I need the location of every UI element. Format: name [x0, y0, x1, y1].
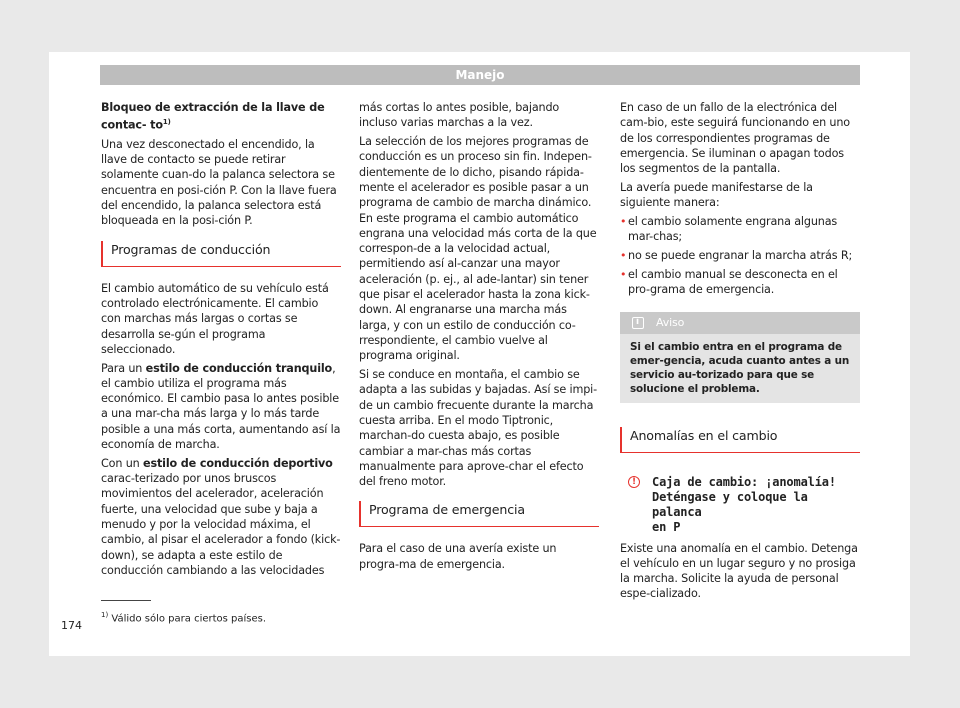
section-title-key-lock: Bloqueo de extracción de la llave de contac- $to^{1)}$ [101, 101, 325, 133]
programs-paragraph-4: más cortas lo antes posible, bajando incluso varias marchas a la vez. [359, 101, 560, 130]
programs-paragraph-5: La selección de los mejores programas de conducción es un proceso sin fin. Indepen-dientemente de lo dicho, pisando rápida-mente el acelerador es posible pasar a un programa de cambio de marcha dinámico. En este programa el cambio automático engrana una velocidad más corta de la que correspon-de a la velocidad actual, permitiendo así al-canzar una mayor aceleración (p. ej., al ade-lantar) sin tener que pisar el acelerador hasta la zona kick-down. Al engranarse una marcha más larga, y con un estilo de conducción co-rrespondiente, el cambio vuelve al programa original. [359, 135, 597, 363]
column-3 [620, 100, 860, 605]
bullet-icon: • [620, 215, 627, 229]
heading-emergency-program: Programa de emergencia [359, 501, 599, 527]
warning-circle-icon: ! [628, 476, 640, 488]
list-item: • el cambio manual se desconecta en el pro-grama de emergencia. [620, 267, 838, 297]
emergency-paragraph-2: En caso de un fallo de la electrónica del cam-bio, este seguirá funcionando en uno de los correspondientes programas de emergencia. Se iluminan o apagan todos los segmentos de la pantalla. [620, 101, 850, 176]
anomalies-paragraph: Existe una anomalía en el cambio. Detenga el vehículo en un lugar seguro y no prosiga la marcha. Solicite la ayuda de personal espe-cializado. [620, 541, 858, 601]
warning-message: ! Caja de cambio: ¡anomalía! Deténgase y coloque la palanca en P [620, 475, 860, 535]
notice-box [620, 312, 860, 403]
page-header-title: Manejo [455, 68, 505, 82]
list-item: • no se puede engranar la marcha atrás R; [620, 249, 853, 263]
column-1 [101, 100, 341, 582]
programs-paragraph-6: Si se conduce en montaña, el cambio se adapta a las subidas y bajadas. Así se impi-de un cambio frecuente durante la marcha cuesta arriba. En el modo Tiptronic, marchan-do cuesta abajo, es posible cambiar a mar-chas más cortas manualmente para aprove-char el efecto del freno motor. [359, 368, 598, 489]
page-number: 174 [61, 619, 82, 632]
notice-label: Aviso [656, 315, 685, 329]
bullet-icon: • [620, 267, 627, 281]
emergency-paragraph-1: Para el caso de una avería existe un progra-ma de emergencia. [359, 542, 557, 571]
key-lock-paragraph: Una vez desconectado el encendido, la llave de contacto se puede retirar solamente cuan-do la palanca selectora se encuentra en posi-ción P. Con la llave fuera del encendido, la palanca selectora está bloqueada en la posi-ción P. [101, 137, 337, 228]
heading-driving-programs: Programas de conducción [101, 241, 341, 267]
notice-text: Si el cambio entra en el programa de emer-gencia, acuda cuanto antes a un servicio au-torizado para que se solucione el problema. [630, 340, 850, 395]
programs-paragraph-3: Con un estilo de conducción deportivo carac-terizado por unos bruscos movimientos del acelerador, aceleración fuerte, una velocidad que sube y baja a menudo y por la velocidad máxima, el cambio, al pisar el acelerador a fondo (kick-down), se adapta a este estilo de conducción cambiando a las velocidades [101, 456, 341, 577]
list-item: • el cambio solamente engrana algunas mar-chas; [620, 215, 838, 244]
footnote-divider [101, 600, 151, 601]
notice-header [620, 312, 860, 334]
info-icon [632, 317, 644, 329]
heading-gearbox-anomalies: Anomalías en el cambio [620, 427, 860, 453]
emergency-paragraph-3: La avería puede manifestarse de la siguiente manera: [620, 180, 813, 210]
bullet-icon: • [620, 249, 627, 263]
programs-paragraph-1: El cambio automático de su vehículo está controlado electrónicamente. El cambio con marchas más largas o cortas se desarrolla se-gún el programa seleccionado. [101, 281, 329, 356]
programs-paragraph-2: Para un estilo de conducción tranquilo, el cambio utiliza el programa más económico. El cambio pasa lo antes posible a una mar-cha más larga y lo más tarde posible a una más corta, aumentando así la economía de marcha. [101, 361, 341, 452]
column-2 [359, 100, 599, 576]
footnote-ref: 1) [162, 118, 171, 127]
footnote: $^{1)}$ Válido sólo para ciertos países. [101, 611, 267, 625]
